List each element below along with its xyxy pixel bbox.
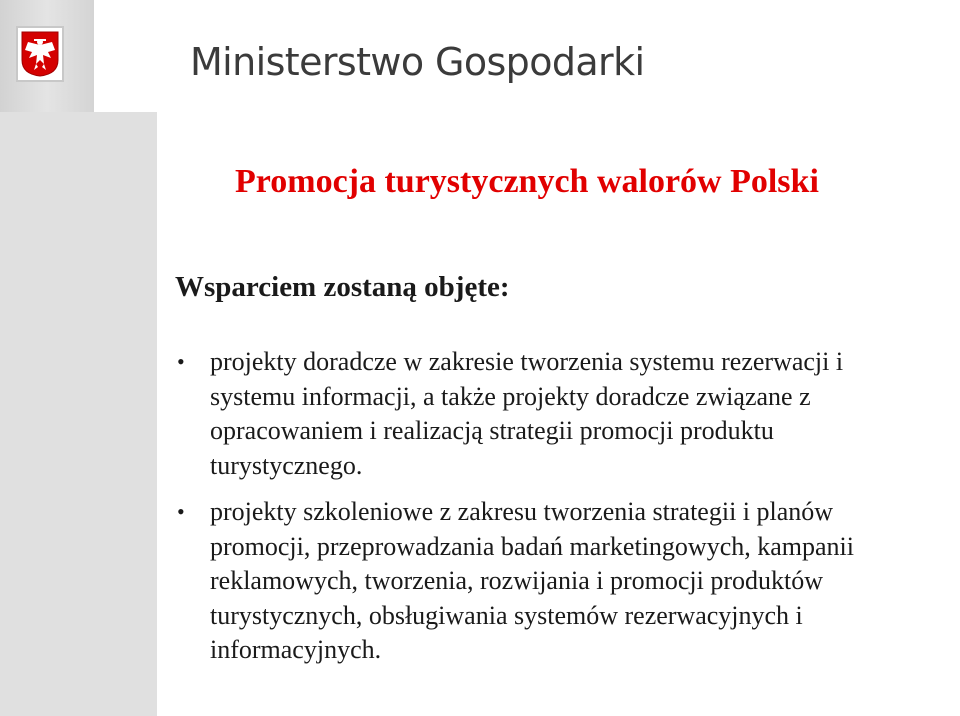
bullet-item <box>175 345 930 483</box>
bullet-text: projekty szkoleniowe z zakresu tworzenia strategii i planów promocji, przeprowadzania badań marketingowych, kampanii reklamowych, tworzenia, rozwijania i promocji produktów turystycznych, obsługiwania systemów rezerwacyjnych i informacyjnych. <box>210 497 854 664</box>
left-sidebar <box>0 112 157 716</box>
bullet-dot-icon: • <box>177 349 185 374</box>
bullet-list <box>175 345 935 680</box>
subheading: Wsparciem zostaną objęte: <box>175 271 510 303</box>
bullet-text: projekty doradcze w zakresie tworzenia systemu rezerwacji i systemu informacji, a także projekty doradcze związane z opracowaniem i realizacją strategii promocji produktu turystycznego. <box>210 347 844 480</box>
header-logo-area <box>0 0 94 112</box>
polish-eagle-emblem-icon <box>20 30 60 78</box>
ministry-name: Ministerstwo Gospodarki <box>190 40 645 84</box>
bullet-dot-icon: • <box>177 499 185 524</box>
header-band <box>0 0 960 112</box>
slide-title: Promocja turystycznych walorów Polski <box>235 163 819 200</box>
emblem-frame <box>16 26 64 82</box>
bullet-item <box>175 495 930 668</box>
